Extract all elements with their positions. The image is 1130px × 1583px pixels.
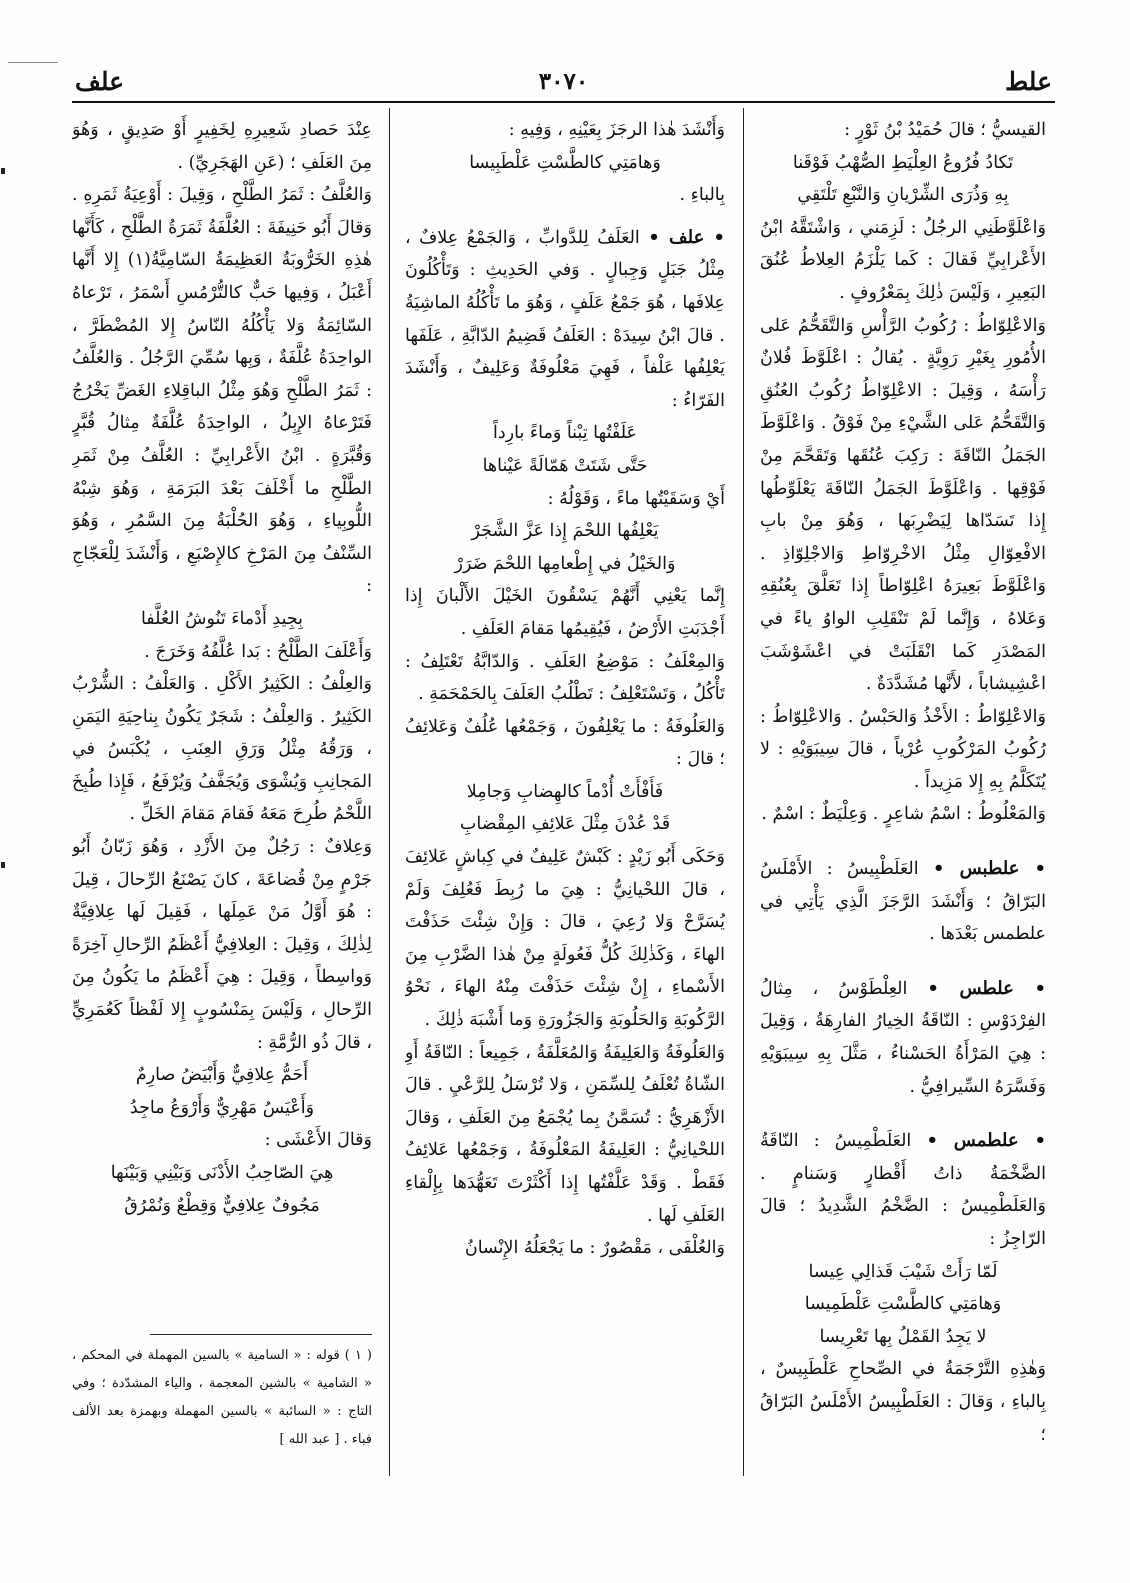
header-rule: [72, 101, 1055, 103]
verse-line: بِهِ وَذُرَى الشِّرْيانِ وَالنَّبْعِ تَلْتَقِي: [797, 185, 1009, 206]
paragraph: وَالاعْلِوّاطُ : الأَخْذُ وَالحَبْسُ . وَالاعْلِوّاطُ : رُكُوبُ المَرْكُوبِ عُرْياً ، قالَ سِيبَوَيْهِ : لا يُتَكَلَّمُ بِهِ إِلا مَزِيداً .: [760, 706, 1046, 792]
paragraph: وَالاعْلِوّاطُ : رُكُوبُ الرَّأْسِ وَالتَّقَحُّمُ عَلى الأُمُورِ بِغَيْرِ رَوِيَّةٍ . يُقالُ : اعْلَوَّطَ فُلانٌ رَأْسَهُ ، وَقِيلَ : الاعْلِوّاطُ رُكُوبُ العُنُقِ وَالتَّقَحُّمُ عَلى الشَّيْءِ مِنْ فَوْقُ . وَاعْلَوَّطَ الجَمَلُ النّاقَةَ : رَكِبَ عُنُقَها وَتَقَحَّمَ مِنْ فَوْقِها . وَاعْلَوَّطَ الجَمَلُ النّاقَةَ يَعْلَوِّطُها إِذا تَسَدّاها لِيَضْرِبَها ، وَهُوَ مِنْ بابِ الافْعِوّالِ مِثْلُ الاخْرِوّاطِ وَالاجْلِوّاذِ . وَاعْلَوَّطَ بَعِيرَهُ اعْلِوّاطاً إِذا تَعَلَّقَ بِعُنُقِهِ وَعَلاهُ ، وَإِنَّما لَمْ تَنْقَلِبِ الواوُ ياءً في المَصْدَرِ كَما انْقَلَبَتْ في اعْشَوْشَبَ اعْشِيشاباً ، لأَنَّها مُشَدَّدَةٌ .: [760, 315, 1046, 695]
verse-line: عَلَفْتُها تِبْناً وَماءً بارِداً: [493, 423, 637, 444]
verse-line: وَأَعْيَسُ مَهْرِيٌّ وَأَرْوَعُ ماجِدُ: [129, 1097, 315, 1118]
paragraph: أَيْ وَسَقَيْتُها ماءً ، وَقَوْلُهُ :: [547, 488, 725, 509]
page-number: ٣٠٧٠: [538, 68, 589, 95]
verse-line: لا يَجِدُ القَمْلُ بِها تَعْرِيسا: [819, 1326, 987, 1347]
paragraph: وَالعَلُوفَةُ : ما يَعْلِفُونَ ، وَجَمْعُها عُلُفٌ وَعَلائِفُ ؛ قالَ :: [405, 716, 725, 770]
entry-text: العَلَفُ لِلدَّوابِّ ، وَالجَمْعُ عِلافٌ ، مِثْلُ جَبَلٍ وَجِبالٍ . وَفي الحَدِيثِ : وَتَأْكُلُونَ عِلافَها ، هُوَ جَمْعُ عَلَفٍ ، وَهُوَ ما تَأْكُلُهُ الماشِيَةُ . قالَ ابْنُ سِيدَهْ : العَلَفُ قَضِيمُ الدّابَّةِ ، عَلَفَها يَعْلِفُها عَلْفاً ، فَهِيَ مَعْلُوفَةٌ وَعَلِيفٌ ، وَأَنْشَدَ الفَرّاءُ :: [405, 227, 725, 411]
page-header: [75, 64, 1052, 100]
margin-mark: [8, 62, 58, 63]
verse-line: فَأَفْأَتْ أُدْماً كالهِضابِ وَجامِلا: [466, 781, 664, 802]
paragraph: بِالباءِ .: [679, 185, 725, 206]
column-middle: [405, 114, 725, 1454]
paragraph: وَالمَعْلُوطُ : اسْمُ شاعِرٍ . وَعِلْيَطٌ : اسْمٌ .: [761, 804, 1046, 825]
column-divider-left: [389, 108, 390, 1476]
entry: [760, 973, 1046, 1103]
column-divider-right: [743, 108, 744, 1476]
verse-line: حَتَّى شَتَتْ هَمّالَةً عَيْناها: [482, 455, 648, 476]
verse-line: بِجِيدِ أَدْماءَ تَنُوشُ العُلَّفا: [140, 608, 304, 629]
entry: [760, 1125, 1046, 1255]
paragraph: وَاعْلَوَّطَنِي الرجُلُ : لَزِمَني ، وَاشْتَقَّهُ ابْنُ الأَعْرابِيِّ فَقالَ : كَما يَلْزَمُ العِلاطُ عُنُقَ البَعِيرِ ، وَلَيْسَ ذٰلِكَ بِمَعْرُوفٍ .: [760, 217, 1046, 303]
footnote: ( ١ ) قوله : « السامية » بالسين المهملة في المحكم ، « الشامية » بالشين المعجمة ، والياء المشدّدة ؛ وفي التاج : « السائبة » بالسين المهملة وبهمزة بعد الألف فباء . [ عبد الله ]: [72, 1348, 372, 1447]
paragraph: وَالعِلْفُ : الكَثِيرُ الأَكْلِ . وَالعَلْفُ : الشُّرْبُ الكَثِيرُ . وَالعِلْفُ : شَجَرٌ يَكُونُ بِناحِيَةِ اليَمَنِ ، وَرَقُهُ مِثْلُ وَرَقِ العِنَبِ ، يُكْبَسُ في المَجانِبِ وَيُشْوَى وَيُجَفَّفُ وَيُرْفَعُ ، فَإِذا طُبِخَ اللَّحْمُ طُرِحَ مَعَهُ فَقامَ مَقامَ الخَلِّ .: [72, 674, 372, 825]
paragraph: القيسيُّ ؛ قالَ حُمَيْدُ بْنُ ثَوْرٍ :: [844, 120, 1046, 140]
column-right: [760, 114, 1046, 1454]
left-headword: علف: [75, 67, 125, 96]
entry-headword: • علف •: [648, 226, 725, 248]
verse-line: وَالخَيْلُ في إِطْعامِها اللحْمَ ضَرَرْ: [454, 553, 676, 574]
entry: [405, 222, 725, 418]
right-headword: علط: [1005, 67, 1052, 96]
paragraph: وَالعُلْفَى ، مَقْصُورٌ : ما يَجْعَلُهُ الإِنْسانُ: [464, 1238, 725, 1259]
paragraph: وَالعَلُوفَةُ وَالعَلِيفَةُ وَالمُعَلَّفَةُ ، جَمِيعاً : النّاقَةُ أَوِ الشّاةُ تُعْلَفُ لِلسِّمَنِ ، وَلا تُرْسَلُ لِلرَّعْيِ . قالَ الأَزْهَرِيُّ : تُسَمَّنُ بِما يُجْمَعُ مِنَ العَلَفِ ، وَقالَ اللحْيانِيُّ : العَلِيفَةُ المَعْلُوفَةُ ، وَجَمْعُها عَلائِفُ فَقَطْ . وَقَدْ عَلَّفْتُها إِذا أَكْثَرْتَ تَعَهُّدَها بِإِلْقاءِ العَلَفِ لَها .: [405, 1042, 725, 1226]
entry-headword: • علطس •: [927, 977, 1046, 999]
paragraph: وَقالَ الأَعْشَى :: [264, 1130, 372, 1151]
verse-line: وَهامَتِي كالطَّسْتِ عَلْطَبِيسا: [469, 152, 661, 173]
entry-headword: • علطبس •: [933, 858, 1046, 880]
scan-edge-mark: [1, 168, 5, 174]
verse-line: قَدْ عُدْنَ مِثْلَ عَلائِفِ المِقْضابِ: [459, 814, 671, 835]
entry-text: العَلَطْبِيسُ : الأَمْلَسُ البَرّاقُ ؛ وَأَنْشَدَ الرَّجَزَ الَّذِي يَأْتِي في علطمس بَعْدَها .: [760, 859, 1046, 945]
scan-edge-mark: [1, 862, 5, 868]
paragraph: وَالعُلَّفُ : ثَمَرُ الطَّلْحِ ، وَقِيلَ : أَوْعِيَةُ ثَمَرِهِ . وَقالَ أَبُو حَنِيفَةَ : العُلَّفَةُ ثَمَرَةُ الطَّلْحِ ، كَأَنَّها هٰذِهِ الخَرُّوبَةُ العَظِيمَةُ السّامِيَّةُ(١) إِلا أَنَّها أَعْبَلُ ، وَفِيها حَبٌّ كالتُّرْمُسِ أَسْمَرُ ، تَرْعاهُ السّائِمَةُ وَلا يَأْكُلُهُ النّاسُ إِلا المُضْطَرَّ ، الواحِدَةُ عُلَّفَةٌ ، وَبِها سُمِّيَ الرَّجُلُ . وَالعُلَّفُ : ثَمَرُ الطَّلْحِ وَهُوَ مِثْلُ الباقِلاءِ الغَضِّ يَخْرُجُ فَتَرْعاهُ الإِبِلُ ، الواحِدَةُ عُلَّفَةٌ مِثالُ قُبَّرٍ وَقُبَّرَةٍ . ابْنُ الأَعْرابِيِّ : العُلَّفُ مِنْ ثَمَرِ الطَّلْحِ ما أَخْلَفَ بَعْدَ البَرَمَةِ ، وَهُوَ شِبْهُ اللُّوبِياءِ ، وَهُوَ الحُلْبَةُ مِنَ السَّمُرِ ، وَهُوَ السِّنْفُ مِنَ المَرْخِ كالإِصْبَعِ ، وَأَنْشَدَ لِلْعَجّاجِ :: [72, 185, 372, 597]
entry-headword: • علطمس •: [926, 1130, 1046, 1152]
paragraph: وَالمِعْلَفُ : مَوْضِعُ العَلَفِ . وَالدّابَّةُ تَعْتَلِفُ : تَأْكُلُ ، وَتَسْتَعْلِفُ : تَطْلُبُ العَلَفَ بِالحَمْحَمَةِ .: [405, 651, 725, 705]
paragraph: وَحَكَى أَبُو زَيْدٍ : كَبْشٌ عَلِيفٌ في كِباشٍ عَلائِفَ ، قالَ اللحْيانِيُّ : هِيَ ما رُبِطَ فَعُلِفَ وَلَمْ يُسَرَّحْ وَلا رُعِيَ ، قالَ : وَإِنْ شِئْتَ حَذَفْتَ الهاءَ ، وَكَذٰلِكَ كُلُّ فَعُولَةٍ مِنْ هٰذا الضَّرْبِ مِنَ الأَسْماءِ ، إِنْ شِئْتَ حَذَفْتَ مِنْهُ الهاءَ ، نَحْوُ الرَّكُوبَةِ وَالحَلُوبَةِ وَالجَزُورَةِ وَما أَشْبَهَ ذٰلِكَ .: [405, 847, 725, 1031]
verse-line: أَحَمُّ عِلافِيٌّ وَأَبْيَضُ صارِمٌ: [135, 1065, 309, 1086]
footnote-rule: [150, 1334, 372, 1335]
paragraph: وَأَعْلَفَ الطَّلْحُ : بَدا عُلَّفُهُ وَخَرَجَ .: [144, 641, 372, 662]
paragraph: إِنَّما يَعْنِي أَنَّهُمْ يَسْقُونَ الخَيْلَ الأَلْبانَ إِذا أَجْدَبَتِ الأَرْضُ ، فَيُقِيمُها مَقامَ العَلَفِ .: [405, 586, 725, 639]
paragraph: وَأَنْشَدَ هٰذا الرجَزَ بِعَيْنِهِ ، وَفِيهِ :: [508, 120, 725, 140]
entry-text: العِلْطَوْسُ ، مِثالُ الفِرْدَوْسِ : النّاقَةُ الخِيارُ الفارِهَةُ ، وَقِيلَ : هِيَ المَرْأَةُ الحَسْناءُ ، مَثَّلَ بِهِ سِيبَوَيْهِ وَفَسَّرَهُ السِّيرافِيُّ .: [760, 978, 1046, 1097]
verse-line: تَكادُ فُرُوعُ العِلْيَطِ الصُّهْبُ فَوْقَنا: [792, 152, 1014, 173]
verse-line: لَمّا رَأَتْ شَيْبَ قَذالِي عِيسا: [808, 1261, 998, 1282]
column-left: [72, 114, 372, 1334]
paragraph: عِنْدَ حَصادِ شَعِيرِهِ لِخَفِيرٍ أَوْ صَدِيقٍ ، وَهُوَ مِنَ العَلَفِ ؛ (عَنِ الهَجَرِيِّ) .: [72, 120, 372, 173]
verse-line: هِيَ الصّاحِبُ الأَدْنَى وَبَيْنِي وَبَيْنَها: [110, 1163, 334, 1183]
verse-line: مَجُوفٌ عِلافِيٌّ وَقِطْعٌ وَنُمْرُقُ: [124, 1195, 320, 1216]
paragraph: وَهٰذِهِ التَّرْجَمَةُ في الصِّحاحِ عَلْطَبِيسٌ ، بِالباءِ ، وَقالَ : العَلَطْبِيسُ الأَمْلَسُ البَرّاقُ ؛: [760, 1359, 1046, 1445]
verse-line: يَعْلِفُها اللحْمَ إِذا عَزَّ الشَّجَرْ: [471, 521, 659, 542]
paragraph: وَعِلافٌ : رَجُلٌ مِنَ الأَزْدِ ، وَهُوَ زَبّانُ أَبُو جَرْمٍ مِنْ قُضاعَةَ ، كانَ يَصْنَعُ الرِّحالَ ، قِيلَ : هُوَ أَوَّلُ مَنْ عَمِلَها ، فَقِيلَ لَها عِلافِيَّةٌ لِذٰلِكَ ، وَقِيلَ : العِلافِيُّ أَعْظَمُ الرِّحالِ آخِرَةً وَواسِطاً ، وَقِيلَ : هِيَ أَعْظَمُ ما يَكُونُ مِنَ الرِّحالِ ، وَلَيْسَ بِمَنْسُوبٍ إِلا لَفْظاً كَعُمَرِيٍّ ، قالَ ذُو الرُّمَّةِ :: [72, 837, 372, 1053]
entry: [760, 853, 1046, 951]
verse-line: وَهامَتِي كالطَّسْتِ عَلْطَمِيسا: [804, 1294, 1002, 1315]
entry-text: العَلَطْمِيسُ : النّاقَةُ الضَّخْمَةُ ذاتُ أَقْطارٍ وَسَنامٍ . وَالعَلَطْمِيسُ : الضَّخْمُ الشَّدِيدُ ؛ قالَ الرّاجِزُ :: [760, 1131, 1046, 1249]
